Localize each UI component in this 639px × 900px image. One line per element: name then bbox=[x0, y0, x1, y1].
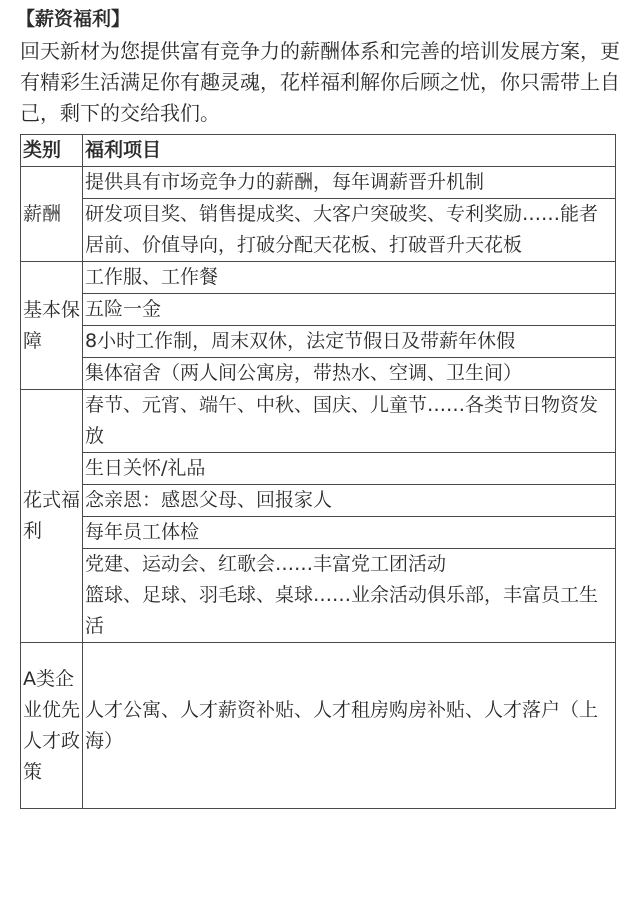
table-row bbox=[21, 262, 616, 294]
header-benefit-items: 福利项目 bbox=[83, 135, 616, 167]
category-salary: 薪酬 bbox=[21, 167, 83, 262]
table-row bbox=[21, 167, 616, 199]
header-category: 类别 bbox=[21, 135, 83, 167]
list-item: 春节、元宵、端午、中秋、国庆、儿童节……各类节日物资发放 bbox=[83, 390, 616, 453]
table-row bbox=[21, 485, 616, 517]
list-item: 党建、运动会、红歌会……丰富党工团活动 bbox=[85, 553, 447, 575]
table-row bbox=[21, 549, 616, 643]
table-row bbox=[21, 643, 616, 809]
category-talent-policy: A类企业优先人才政策 bbox=[21, 643, 83, 809]
list-item: 每年员工体检 bbox=[83, 517, 616, 549]
list-item: 人才公寓、人才薪资补贴、人才租房购房补贴、人才落户（上海） bbox=[83, 643, 616, 809]
table-row bbox=[21, 390, 616, 453]
table-row bbox=[21, 453, 616, 485]
table-row bbox=[21, 199, 616, 262]
list-item: 篮球、足球、羽毛球、桌球……业余活动俱乐部，丰富员工生活 bbox=[85, 584, 599, 637]
table-row bbox=[21, 517, 616, 549]
list-item: 集体宿舍（两人间公寓房，带热水、空调、卫生间） bbox=[83, 358, 616, 390]
category-basic-security: 基本保障 bbox=[21, 262, 83, 390]
list-item: 工作服、工作餐 bbox=[83, 262, 616, 294]
list-item: 8小时工作制，周末双休，法定节假日及带薪年休假 bbox=[83, 326, 616, 358]
list-item: 生日关怀/礼品 bbox=[83, 453, 616, 485]
list-item: 提供具有市场竞争力的薪酬，每年调薪晋升机制 bbox=[83, 167, 616, 199]
category-fancy-benefits: 花式福利 bbox=[21, 390, 83, 643]
list-item: 五险一金 bbox=[83, 294, 616, 326]
table-row bbox=[21, 294, 616, 326]
intro-paragraph: 回天新材为您提供富有竞争力的薪酬体系和完善的培训发展方案，更有精彩生活满足你有趣灵魂，花样福利解你后顾之忧，你只需带上自己，剩下的交给我们。 bbox=[20, 39, 620, 125]
list-item: 念亲恩：感恩父母、回报家人 bbox=[83, 485, 616, 517]
list-item: 研发项目奖、销售提成奖、大客户突破奖、专利奖励……能者居前、价值导向，打破分配天花板、打破晋升天花板 bbox=[83, 199, 616, 262]
section-title: 【薪资福利】 bbox=[16, 8, 131, 30]
benefits-table bbox=[20, 134, 616, 809]
table-header-row bbox=[21, 135, 616, 167]
table-row bbox=[21, 358, 616, 390]
list-item-group bbox=[83, 549, 616, 643]
table-row bbox=[21, 326, 616, 358]
